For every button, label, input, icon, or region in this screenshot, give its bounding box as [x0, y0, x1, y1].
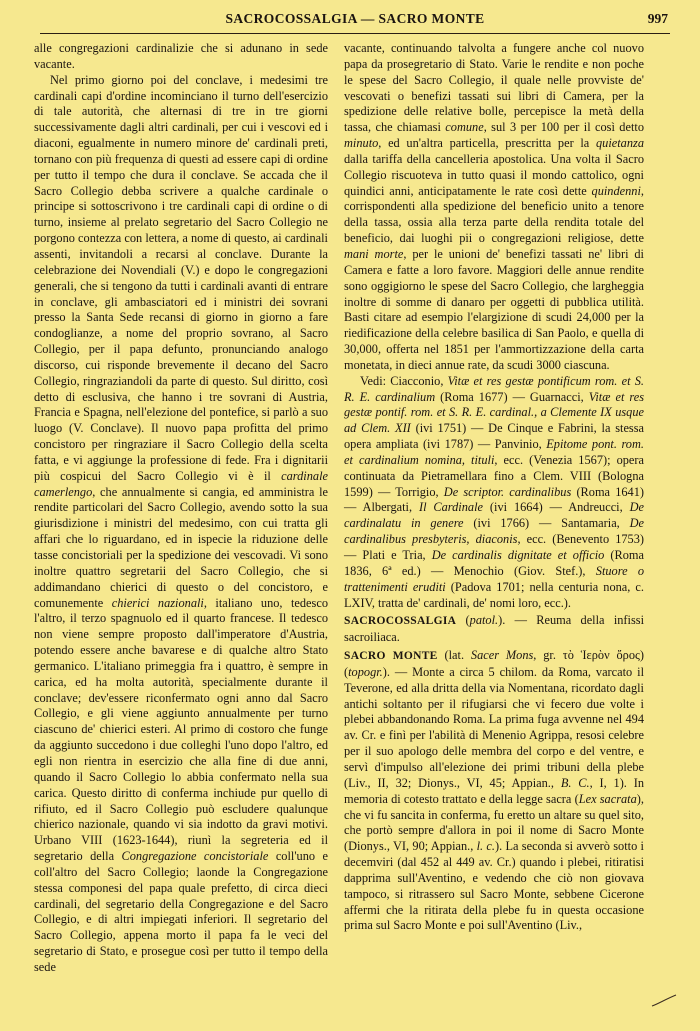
- paragraph: [34, 41, 328, 73]
- left-column: [34, 41, 328, 976]
- italic-term: Sacer Mons: [470, 648, 534, 663]
- text-run: , che annualmente si cangia, ed amministra le rendite particolari del Sacro Collegio, avendo sotto la sua giurisdizione i ministri del medesimo, con cui tratta gli affari che lo riguardano, ed in ispecie la riduzione delle tasse concistoriali per la spedizione dei vescovadi. Vi sono inoltre quattro segretarii del Sacro Collegio, che si addimandano chierici di questo o del concistoro, e comunemente: [34, 484, 328, 610]
- text-run: Vedi: Ciacconio,: [360, 373, 444, 388]
- text-run: (Roma 1677) — Guarnacci,: [440, 389, 584, 404]
- text-run: (lat.: [444, 648, 465, 663]
- pen-stroke-icon: [650, 993, 678, 1009]
- paragraph: [34, 73, 328, 976]
- text-run: , per le unioni de' benefizi tassati ne' libri di Camera e fatte a loro favore. Maggiori delle annue rendite sono oggigiorno le spese del Sacro Collegio, che largheggia inoltre di somme di danaro per oggetti di pubblica utilità. Basti citare ad esempio l'elargizione di scudi 24,000 per la riedificazione della celebre basilica di San Paolo, e quella di 30,000, offerta nel 1851 per l'ammortizzazione della carta monetata, in dieci annue rate, da scudi 3000 ciascuna.: [344, 246, 644, 372]
- italic-title: De scriptor. cardinalibus: [443, 484, 572, 499]
- entry-headword: SACROCOSSALGIA: [344, 615, 457, 628]
- text-run: , italiano uno, tedesco l'altro, il terzo spagnuolo ed il quarto francese. Il tedesco non viene sempre proposto dall'imperatore d'Austria, potendo essere anche bavarese e di qualche altro Stato germanico. L'italiano primeggia fra i quattro, è sempre in carica, ed ha molta autorità, specialmente durante il conclave; dev'essere riconfermato ogni anno dal Sacro Collegio, e gli viene aggiunto annualmente per turno ciascuno de' chierici esteri. Al primo di costoro che funge da aggiunto succedono i due colleghi l'uno dopo l'altro, ed egli non rientra in esercizio che alla fine di due anni, quando il Sacro Collegio lo abbia confermato nella sua carica. Questo diritto di conferma inchiude pur quello di rifiuto, ed il Sacro Collegio può escludere qualunque chierico nazionale, quando vi sia indotto da gravi motivi. Urbano VIII (1623-1644), riunì la segreteria ed il segretario della: [34, 595, 328, 864]
- text-run: , ed un'altra particella, prescritta per la: [378, 136, 590, 151]
- italic-term: quietanza: [595, 136, 644, 151]
- text-run: (Padova 1701; nella centuria nona, c. LXIV, tratta de' cardinali, de' nomi loro, ecc.).: [344, 579, 644, 610]
- entry-sacrocossalgia: [344, 613, 644, 646]
- italic-term: Lex sacrata: [578, 791, 637, 806]
- italic-title: Stuore o trattenimenti eruditi: [344, 563, 644, 594]
- running-head: SACROCOSSALGIA — SACRO MONTE: [225, 11, 485, 26]
- italic-title: Epitome pont. rom. et cardinalium nomina, tituli: [344, 437, 644, 467]
- text-run: , I, 1). In memoria di cotesto trattato e della legge sacra (: [344, 775, 645, 806]
- italic-term: quindenni: [591, 183, 641, 198]
- italic-term: chierici nazionali: [111, 595, 204, 610]
- italic-term: l. c.: [476, 839, 495, 854]
- text-run: (ivi 1766) — Santamaria,: [473, 516, 620, 531]
- text-run: , ecc. (Venezia 1567); opera continuata da Pietramellara fino a Clem. VIII (Bologna 1599) — Torrigio,: [344, 452, 644, 499]
- text-run: vacante, continuando talvolta a fungere anche col nuovo papa da prosegretario di Stato. Varie le rendite e non poche le spese del Sacro Collegio, il quale nelle provviste de' vescovati o benefizi tassati sui libri di Camera, per la spedizione delle relative bolle, percepisce la metà della tassa, che chiamasi: [344, 41, 644, 135]
- text-run: , gr. τὸ Ἱερὸν ὄρος) (: [344, 648, 644, 679]
- italic-term: B. C.: [560, 775, 590, 790]
- text-run: , ecc. (Benevento 1753) — Plati e Tria,: [344, 532, 644, 562]
- italic-title: Vitæ et res gestæ pontif. rom. et S. R. E. cardinal., a Clemente IX usque ad Clem. XII: [344, 389, 645, 436]
- page-header: [40, 7, 670, 34]
- text-run: alle congregazioni cardinalizie che si adunano in sede vacante.: [34, 41, 328, 71]
- italic-title: Vitæ et res gestæ pontificum rom. et S. R. E. cardinalium: [344, 373, 644, 404]
- text-run: Nel primo giorno poi del conclave, i medesimi tre cardinali capi d'ordine incominciano il turno dell'esercizio di tale autorità, che alternasi di tre in tre giorni successivamente dagli altri cardinali, per cui i vescovi ed i diaconi, egualmente in numero minore de' cardinali preti, tornano con più frequenza di questi ad essere capi di ordine per tutto il tempo che dura il conclave. Se accada che il Sacro Collegio debba scrivere a qualche cardinale o principe si sottoscrivono i tre cardinali capi di ordine o di turno, insieme al prelato segretario del Sacro Collegio ne porgono contezza con lettera, a nome di questo, ai cardinali assenti, invitandoli a recarsi al conclave. Durante la celebrazione dei Novendiali (V.) e dopo le congregazioni generali, che si tengono da tutti i cardinali avanti di entrare in conclave, gli ambasciatori ed i ministri dei sovrani presso la Santa Sede recansi di giorno in giorno a fare condoglianze, a nome del proprio sovrano, al Sacro Collegio, per il papa defunto, pronunciando analogo discorso, cui risponde brevemente il decano del Sacro Collegio, ringraziandoli da parte di questo. Sul diritto, così detto di esclusiva, che hanno i tre sovrani di Austria, Francia e Spagna, nell'elezione del pontefice, si parlò a suo luogo (V. Conclave). Il nuovo papa profitta del primo concistoro per ringraziare il Sacro Collegio della scelta fatta, e vi aggiunge la professione di fede. Fra i dignitarii più cospicui del Sacro Collegio vi è il: [34, 72, 328, 483]
- italic-term: mani morte: [344, 246, 404, 261]
- text-run: ). — Reuma della infissi sacroiliaca.: [344, 613, 644, 645]
- text-run: ). — Monte a circa 5 chilom. da Roma, varcato il Teverone, ed alla dritta della via Nomentana, ricordato dagli antichi soltanto per il rifugiarsi che vi fecero due volte i plebei abbandonando Roma. La prima fuga avvenne nel 494 av. Cr. e finì per l'abilità di Menenio Agrippa, resosi celebre per il suo apologo delle membra del corpo e del ventre, e servì d'impulso all'elezione dei primi tribuni della plebe (Liv., II, 32; Dionys., VI, 45; Appian.,: [344, 664, 644, 790]
- text-run: (Roma 1641) — Albergati,: [344, 484, 644, 515]
- text-run: , corrispondenti alla spedizione del beneficio unito a tenore della tassa, ossia alla terza parte della rendita totale del beneficio, dai luoghi pii o congregazioni religiose, dette: [344, 183, 644, 246]
- italic-term: cardinale camerlengo: [34, 468, 328, 499]
- italic-title: De cardinalis dignitate et officio: [431, 548, 605, 562]
- text-run: (Roma 1836, 6ª ed.) — Menochio (Giov. Stef.),: [344, 548, 644, 578]
- text-run: coll'uno e coll'altro del Sacro Collegio; laonde la Congregazione stessa componesi del papa quale prefetto, di circa dieci cardinali, del segretario della Congregazione e del Sacro Collegio, e di altri impiegati inferiori. Il segretario del Sacro Collegio, appena morto il papa fa le veci del segretario di Stato, e prosegue così per tutto il tempo della sede: [34, 849, 328, 974]
- page-number: 997: [647, 11, 668, 26]
- italic-term: minuto: [344, 136, 379, 151]
- italic-title: Il Cardinale: [418, 500, 483, 515]
- text-run: (ivi 1751) — De Cinque e Fabrini, la stessa opera ampliata (ivi 1787) — Panvinio,: [344, 421, 645, 452]
- entry-sacro-monte: [344, 648, 644, 934]
- paragraph: [344, 41, 644, 374]
- italic-term: comune: [445, 120, 484, 135]
- text-run: dalla tariffa della cancelleria apostolica. Una volta il Sacro Collegio riscuoteva in tutto quasi il mondo cattolico, ogni quindici anni, anticipatamente le rate così dette: [344, 151, 644, 198]
- text-run: ), che vi fu sancita in conferma, fu eretto un altare su quel sito, che portò sempre d'allora in poi il nome di Sacro Monte (Dionys., VI, 90; Appian.,: [344, 791, 644, 854]
- text-run: (: [465, 613, 470, 628]
- italic-title: De cardinalatu in genere: [344, 500, 645, 531]
- italic-term: topogr.: [348, 664, 383, 679]
- right-column: [344, 41, 644, 934]
- text-run: (ivi 1664) — Andreucci,: [489, 500, 623, 515]
- italic-term: patol.: [469, 613, 499, 628]
- italic-term: Congregazione concistoriale: [121, 849, 269, 864]
- text-run: , sul 3 per 100 per il così detto: [483, 120, 644, 135]
- italic-title: De cardinalibus presbyteris, diaconis: [344, 516, 645, 547]
- bibliography-paragraph: [344, 374, 644, 612]
- text-run: ). La seconda si avverò sotto i decemviri (dal 452 al 449 av. Cr.) quando i plebei, ritiratisi dapprima sull'Aventino, e vedendo che ciò non giovava tampoco, si ritrassero sul Sacro Monte, sebbene Cicerone affermi che la ritirata della plebe fu in questa occasione prima sul Sacro Monte e poi sull'Aventino (Liv.,: [344, 839, 644, 933]
- entry-headword: SACRO MONTE: [344, 650, 438, 663]
- corner-pen-mark: [650, 993, 678, 1009]
